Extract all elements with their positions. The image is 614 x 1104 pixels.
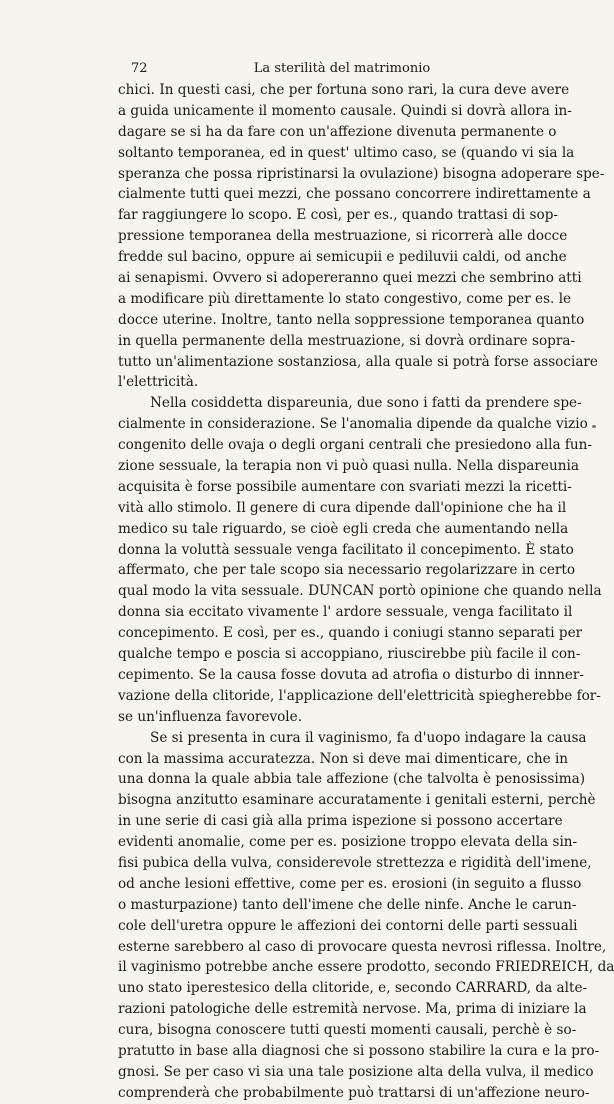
text-line: dagare se si ha da fare con un'affezione divenuta permanente o	[118, 123, 557, 140]
text-line: comprenderà che probabilmente può trattarsi di un'affezione neuro-	[118, 1084, 590, 1101]
text-line: affermato, che per tale scopo sia necessario regolarizzare in certo	[118, 562, 576, 579]
text-line: in quella permanente della mestruazione, si dovrà ordinare sopra-	[118, 332, 576, 349]
text-line: congenito delle ovaja o degli organi centrali che presiedono alla fun-	[118, 437, 593, 454]
text-line: uno stato iperestesico della clitoride, e, secondo CARRARD, da alte-	[118, 980, 588, 997]
text-line: qualche tempo e poscia si accoppiano, riuscirebbe più facile il con-	[118, 646, 581, 663]
text-line: vazione della clitoride, l'applicazione dell'elettricità spiegherebbe for-	[118, 687, 601, 704]
paragraph-start-line: Nella cosiddetta dispareunia, due sono i fatti da prendere spe-	[150, 395, 582, 412]
text-line: gnosi. Se per caso vi sia una tale posizione alta della vulva, il medico	[118, 1063, 594, 1080]
text-line: se un'influenza favorevole.	[118, 708, 303, 725]
text-line: fisi pubica della vulva, considerevole strettezza e rigidità dell'imene,	[118, 854, 592, 871]
page-header	[127, 60, 557, 78]
text-line: il vaginismo potrebbe anche essere prodotto, secondo FRIEDREICH, da	[118, 959, 614, 976]
text-line: una donna la quale abbia tale affezione (che talvolta è penosissima)	[118, 771, 586, 788]
text-line: acquisita è forse possibile aumentare con svariati mezzi la ricetti-	[118, 478, 572, 495]
paragraph-start-line: Se si presenta in cura il vaginismo, fa d'uopo indagare la causa	[150, 729, 587, 746]
text-line: con la massima accuratezza. Non si deve mai dimenticare, che in	[118, 750, 569, 767]
text-line: pressione temporanea della mestruazione, si ricorrerà alle docce	[118, 228, 568, 245]
page-number: 72	[131, 61, 148, 76]
text-line: razioni patologiche delle estremità nervose. Ma, prima di iniziare la	[118, 1001, 587, 1018]
text-line: donna sia eccitato vivamente l' ardore sessuale, venga facilitato il	[118, 604, 573, 621]
running-title: La sterilità del matrimonio	[253, 61, 431, 76]
text-line: in une serie di casi già alla prima ispezione si possono accertare	[118, 813, 563, 830]
text-line: esterne sarebbero al caso di provocare questa nevrosi riflessa. Inoltre,	[118, 938, 607, 955]
text-line: ai senapismi. Ovvero si adopereranno quei mezzi che sembrino atti	[118, 270, 582, 287]
text-line: donna la voluttà sessuale venga facilitato il concepimento. È stato	[118, 541, 574, 558]
text-line: far raggiungere lo scopo. E così, per es., quando trattasi di sop-	[118, 207, 558, 224]
text-line: evidenti anomalie, come per es. posizione troppo elevata della sin-	[118, 834, 578, 851]
text-line: speranza che possa ripristinarsi la ovulazione) bisogna adoperare spe-	[118, 165, 605, 182]
text-line: chici. In questi casi, che per fortuna sono rari, la cura deve avere	[118, 82, 570, 98]
text-line: l'elettricità.	[118, 374, 199, 391]
text-line: docce uterine. Inoltre, tanto nella soppressione temporanea quanto	[118, 311, 585, 328]
text-line: od anche lesioni effettive, come per es. erosioni (in seguito a flusso	[118, 875, 582, 892]
text-line: fredde sul bacino, oppure ai semicupii e pediluvii caldi, od anche	[118, 249, 567, 266]
text-line: zione sessuale, la terapia non vi può quasi nulla. Nella dispareunia	[118, 458, 579, 475]
body-text	[118, 80, 614, 1104]
text-line: cialmente tutti quei mezzi, che possano concorrere indirettamente a	[118, 186, 591, 203]
text-line: cura, bisogna conoscere tutti questi momenti causali, perchè è so-	[118, 1022, 577, 1039]
text-line: o masturpazione) tanto dell'imene che delle ninfe. Anche le carun-	[118, 896, 577, 913]
text-line: vità allo stimolo. Il genere di cura dipende dall'opinione che ha il	[118, 499, 567, 516]
text-line: a guida unicamente il momento causale. Quindi si dovrà allora in-	[118, 102, 572, 119]
text-line: bisogna anzitutto esaminare accuratamente i genitali esterni, perchè	[118, 792, 596, 809]
ink-speck	[592, 425, 596, 428]
text-line: cole dell'uretra oppure le affezioni dei contorni delle parti sessuali	[118, 917, 578, 934]
text-line: cialmente in considerazione. Se l'anomalia dipende da qualche vizio	[118, 416, 588, 433]
text-line: soltanto temporanea, ed in quest' ultimo caso, se (quando vi sia la	[118, 144, 575, 161]
text-line: medico su tale riguardo, se cioè egli creda che aumentando nella	[118, 520, 569, 537]
text-line: tutto un'alimentazione sostanziosa, alla quale si potrà forse associare	[118, 353, 598, 370]
text-line: concepimento. E così, per es., quando i coniugi stanno separati per	[118, 625, 583, 642]
text-line: cepimento. Se la causa fosse dovuta ad atrofia o disturbo di innner-	[118, 666, 584, 683]
text-line: qual modo la vita sessuale. DUNCAN portò opinione che quando nella	[118, 583, 602, 600]
text-line: a modificare più direttamente lo stato congestivo, come per es. le	[118, 290, 572, 307]
text-line: pratutto in base alla diagnosi che si possono stabilire la cura e la pro-	[118, 1042, 600, 1059]
